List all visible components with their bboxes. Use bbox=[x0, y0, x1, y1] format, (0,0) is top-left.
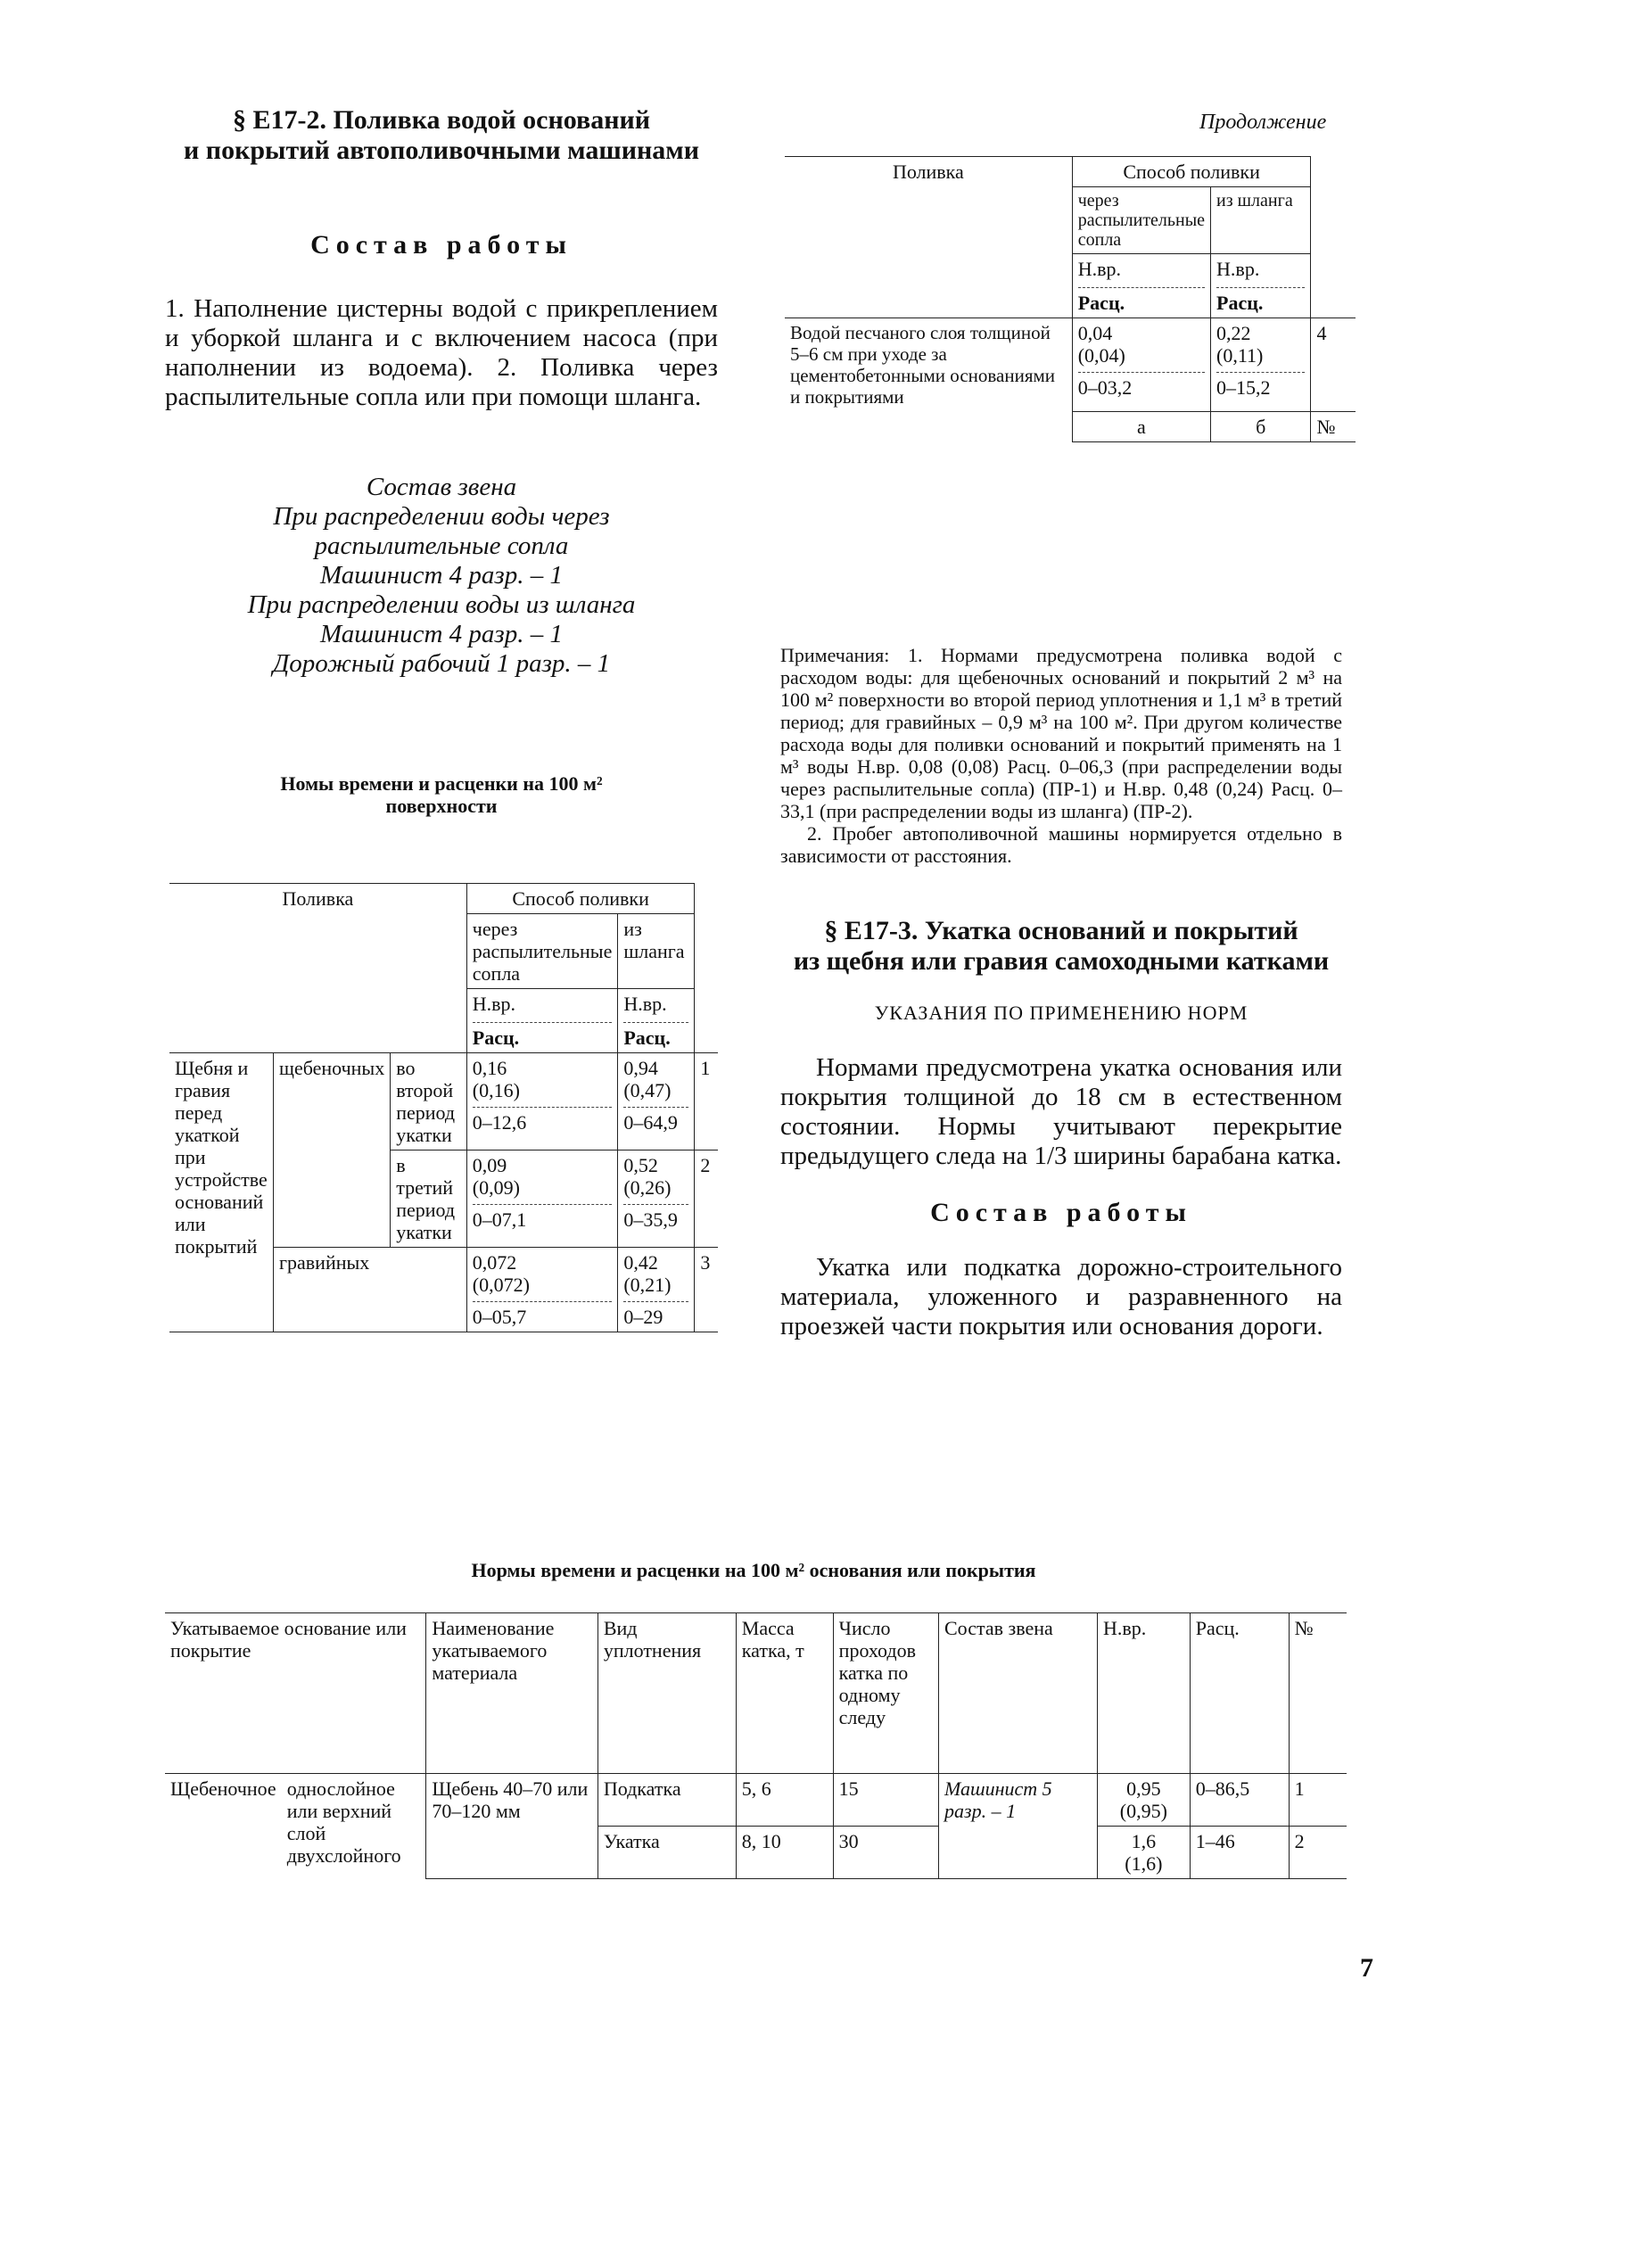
table-row: Водой песчаного слоя толщиной 5–6 см при уходе за цементобетонными основаниями и покрытиями bbox=[790, 322, 1056, 408]
right-column bbox=[780, 644, 1342, 1341]
notes-1: Примечания: 1. Нормами предусмотрена поливка водой с расходом воды: для щебеночных оснований и покрытий 2 м³ на 100 м² поверхности во второй период уплотнения и 1,1 м³ в третий период; для гравийных – 0,9 м³ на 100 м². При другом количестве расхода воды для поливки оснований и покрытий применять на 1 м³ воды Н.вр. 0,08 (0,08) Расц. 0–06,3 (при распределении воды через распылительные сопла) (ПР-1) и Н.вр. 0,48 (0,24) Расц. 0–33,1 (при распределении воды из шланга) (ПР-2). bbox=[780, 644, 1342, 822]
table-row: Укатка bbox=[597, 1827, 736, 1879]
table-row: 0,16 (0,16) 0–12,6 bbox=[466, 1053, 618, 1150]
instructions-text: Нормами предусмотрена укатка основания или покрытия толщиной до 18 см в естественном состоянии. Нормы учитывают перекрытие предыдущего следа на 1/3 ширины барабана катка. bbox=[780, 1053, 1342, 1170]
watering-table-continued: Поливка Способ поливки через распылительные сопла из шланга Н.вр. Расц. Н.вр. Расц. Водой песчаного слоя толщиной 5–6 см при уходе за цементобетонными основаниями и покрытиями 0,04 (0,04) 0–03,2 0,22 (0,11) 0–15,2 4 а б № bbox=[785, 156, 1356, 442]
section-heading-e17-2: § Е17-2. Поливка водой оснований и покрытий автополивочными машинами bbox=[184, 105, 699, 165]
instructions-title: УКАЗАНИЯ ПО ПРИМЕНЕНИЮ НОРМ bbox=[874, 1002, 1249, 1024]
row-group-label: Щебня и гравия перед укаткой при устройстве оснований или покрытий bbox=[169, 1053, 274, 1332]
rolling-table: Укатываемое основание или покрытие Наименование укатываемого материала Вид уплотнения Масса катка, т Число проходов катка по одному следу Состав звена Н.вр. Расц. № Щебеночное однослойное или верхний слой двухслойного Щебень 40–70 или 70–120 мм Подкатка 5, 6 15 Машинист 5 разр. – 1 0,95 (0,95) 0–86,5 1 Укатка 8, 10 30 1,6 (1,6) 1–46 2 bbox=[165, 1612, 1347, 1879]
watering-table: Поливка Способ поливки через распылительные сопла из шланга Н.вр. Расц. Н.вр. Расц. Щебня и гравия перед укаткой при устройстве оснований или покрытий щебеночных во второй период укатки 0,16 (0,16) 0–12,6 0,94 (0,47) 0–64,9 1 в третий период укатки 0,09 (0,09) 0–07,1 0,52 (0,26) 0–35,9 2 гравийных 0,072 (0,072) 0–05,7 0,42 (0,21) 0–29 3 bbox=[169, 883, 718, 1332]
work-text-2: Укатка или подкатка дорожно-строительного материала, уложенного и разравненного на проезжей части покрытия или основания дороги. bbox=[780, 1253, 1342, 1340]
table-caption: Номы времени и расценки на 100 м² поверхности bbox=[280, 772, 603, 817]
notes-2: 2. Пробег автополивочной машины нормируется отдельно в зависимости от расстояния. bbox=[780, 822, 1342, 867]
left-column bbox=[165, 105, 718, 817]
row-period-2: во второй период укатки bbox=[391, 1053, 467, 1150]
table-row: 0,072 (0,072) 0–05,7 bbox=[466, 1248, 618, 1332]
header-polivka: Поливка bbox=[169, 884, 466, 1053]
header-sposob: Способ поливки bbox=[466, 884, 695, 914]
bottom-table-caption: Нормы времени и расценки на 100 м² основания или покрытия bbox=[471, 1559, 1036, 1581]
header-cherez: через распылительные сопла bbox=[466, 914, 618, 989]
page-number: 7 bbox=[1360, 1953, 1373, 1983]
row-period-3: в третий период укатки bbox=[391, 1150, 467, 1248]
work-title: Состав работы bbox=[310, 230, 573, 260]
header-iz: из шланга bbox=[618, 914, 695, 989]
section-heading-e17-3: § Е17-3. Укатка оснований и покрытий из щебня или гравия самоходными катками bbox=[793, 916, 1330, 976]
table-row: Подкатка bbox=[597, 1774, 736, 1827]
continued-label: Продолжение bbox=[1199, 111, 1327, 134]
crew-block: Состав звена При распределении воды через распылительные сопла Машинист 4 разр. – 1 При распределении воды из шланга Машинист 4 разр. – 1 Дорожный рабочий 1 разр. – 1 bbox=[247, 473, 636, 678]
work-title-2: Состав работы bbox=[930, 1198, 1192, 1227]
work-text: 1. Наполнение цистерны водой с прикреплением и уборкой шланга и с включением насоса (при наполнении из водоема). 2. Поливка через распылительные сопла или при помощи шланга. bbox=[165, 294, 718, 411]
table-row: 0,09 (0,09) 0–07,1 bbox=[466, 1150, 618, 1248]
row-sub-graviynykh: гравийных bbox=[274, 1248, 467, 1332]
row-sub-shchebenochnykh: щебеночных bbox=[274, 1053, 391, 1248]
